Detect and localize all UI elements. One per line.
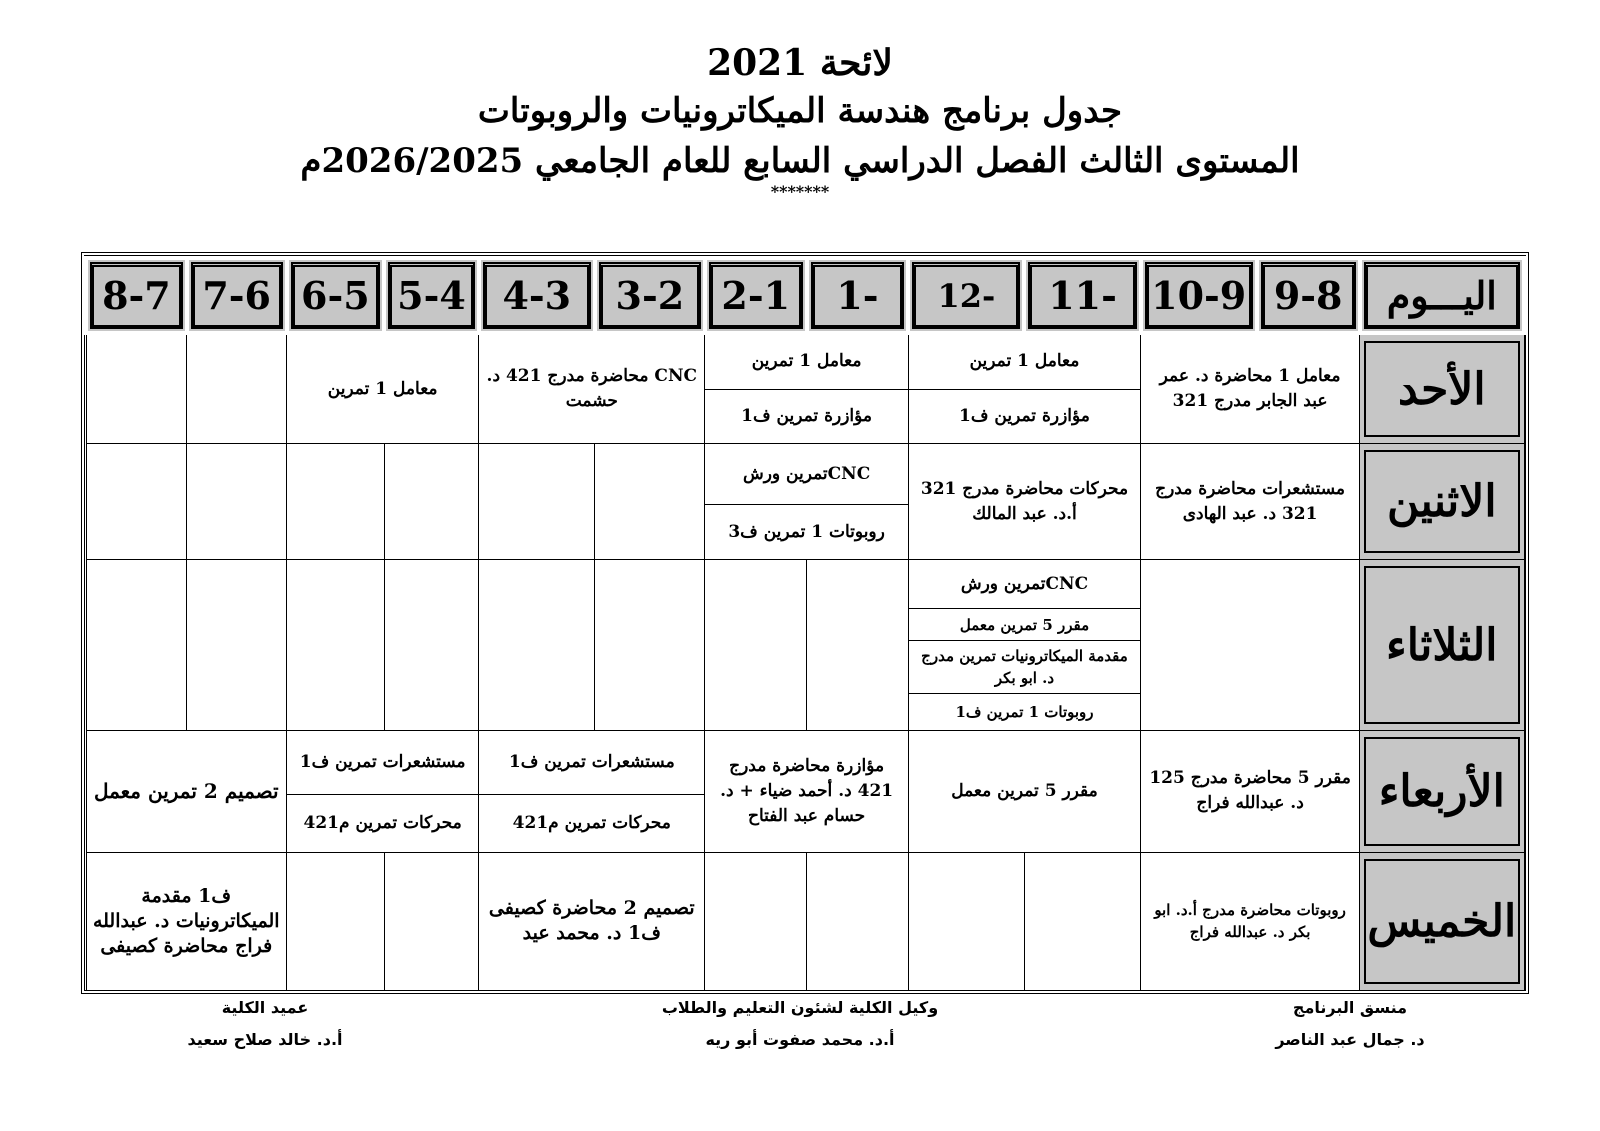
table-cell: مقرر 5 محاضرة مدرج 125 د. عبدالله فراج (1141, 730, 1360, 852)
table-cell: مقرر 5 تمرين معمل (908, 608, 1140, 641)
table-cell: روبوتات 1 تمرين ف3 (705, 505, 909, 560)
table-cell: محركات تمرين م421 (287, 794, 479, 852)
table-cell: مؤازرة تمرين ف1 (908, 389, 1140, 444)
table-cell: مقرر 5 تمرين معمل (908, 730, 1140, 852)
table-cell (595, 560, 705, 731)
header-time-1-12: 1- (807, 258, 909, 333)
table-cell: مقدمة الميكاترونيات تمرين مدرج د. ابو بكر (908, 641, 1140, 694)
table-cell: مستشعرات محاضرة مدرج 321 د. عبد الهادى (1141, 444, 1360, 560)
table-cell (187, 444, 287, 560)
table-cell: معامل 1 محاضرة د. عمر عبد الجابر مدرج 321 (1141, 333, 1360, 444)
table-cell: معامل 1 تمرين (287, 333, 479, 444)
schedule-table (84, 256, 1526, 991)
row-tuesday (86, 560, 1524, 609)
header-time-8-7: 8-7 (86, 258, 187, 333)
table-cell: معامل 1 تمرين (908, 333, 1140, 389)
coordinator-name: د. جمال عبد الناصر (1275, 1030, 1425, 1049)
table-cell: روبوتات محاضرة مدرج أ.د. ابو بكر د. عبدالله فراج (1141, 852, 1360, 990)
header-time-3-2: 3-2 (595, 258, 705, 333)
table-cell: مستشعرات تمرين ف1 (287, 730, 479, 794)
table-cell: مؤازرة تمرين ف1 (705, 389, 909, 444)
separator-stars: ******* (770, 182, 830, 201)
table-cell: معامل 1 تمرين (705, 333, 909, 389)
day-monday: الاثنين (1360, 444, 1524, 560)
vice-dean-title: وكيل الكلية لشئون التعليم والطلاب (661, 998, 939, 1017)
coordinator-title: منسق البرنامج (1292, 998, 1408, 1017)
program-title: جدول برنامج هندسة الميكاترونيات والروبوتات (477, 91, 1123, 131)
table-cell: مستشعرات تمرين ف1 (479, 730, 705, 794)
dean-title: عميد الكلية (221, 998, 309, 1017)
table-cell (384, 444, 479, 560)
table-cell (479, 560, 595, 731)
table-cell (595, 444, 705, 560)
header-time-11-10: 11- (1024, 258, 1140, 333)
table-cell: CNCتمرين ورش (908, 560, 1140, 609)
table-cell (287, 444, 385, 560)
table-cell: محركات تمرين م421 (479, 794, 705, 852)
signature-vice-dean (640, 992, 960, 1056)
level-title: المستوى الثالث الفصل الدراسي السابع للعام الجامعي 2026/2025م (300, 141, 1300, 181)
header-day: اليـــوم (1360, 258, 1524, 333)
table-cell (1141, 560, 1360, 731)
vice-dean-name: أ.د. محمد صفوت أبو ريه (705, 1030, 895, 1049)
signature-dean (105, 992, 425, 1056)
header-time-7-6: 7-6 (187, 258, 287, 333)
table-cell (384, 560, 479, 731)
day-sunday: الأحد (1360, 333, 1524, 444)
table-cell: CNC محاضرة مدرج 421 د. حشمت (479, 333, 705, 444)
table-cell (86, 560, 187, 731)
row-wednesday (86, 730, 1524, 794)
table-cell (1024, 852, 1140, 990)
header-time-12-11: 12- (908, 258, 1024, 333)
table-cell (187, 560, 287, 731)
row-monday (86, 444, 1524, 505)
day-thursday: الخميس (1360, 852, 1524, 990)
table-cell: CNCتمرين ورش (705, 444, 909, 505)
page-header (0, 40, 1600, 200)
header-time-5-4: 5-4 (384, 258, 479, 333)
table-cell (479, 444, 595, 560)
signature-coordinator (1190, 992, 1510, 1056)
table-cell: ف1 مقدمة الميكاترونيات د. عبدالله فراج محاضرة كصيفى (86, 852, 287, 990)
table-cell (86, 444, 187, 560)
table-cell (187, 333, 287, 444)
table-cell: تصميم 2 تمرين معمل (86, 730, 287, 852)
table-cell (705, 560, 807, 731)
table-cell: روبوتات 1 تمرين ف1 (908, 694, 1140, 731)
table-cell (287, 852, 385, 990)
table-cell (287, 560, 385, 731)
table-cell (86, 333, 187, 444)
row-sunday (86, 333, 1524, 389)
table-cell (384, 852, 479, 990)
table-cell (705, 852, 807, 990)
table-cell: محركات محاضرة مدرج 321 أ.د. عبد المالك (908, 444, 1140, 560)
regulation-title: لائحة 2021 (707, 42, 893, 84)
table-cell (807, 852, 909, 990)
table-cell: مؤازرة محاضرة مدرج 421 د. أحمد ضياء + د. حسام عبد الفتاح (705, 730, 909, 852)
table-cell: تصميم 2 محاضرة كصيفى ف1 د. محمد عيد (479, 852, 705, 990)
header-time-6-5: 6-5 (287, 258, 385, 333)
header-time-9-8: 9-8 (1257, 258, 1360, 333)
row-thursday (86, 852, 1524, 990)
day-wednesday: الأربعاء (1360, 730, 1524, 852)
header-time-4-3: 4-3 (479, 258, 595, 333)
header-time-10-9: 10-9 (1141, 258, 1257, 333)
table-cell (807, 560, 909, 731)
day-tuesday: الثلاثاء (1360, 560, 1524, 731)
header-time-2-1: 2-1 (705, 258, 807, 333)
table-cell (908, 852, 1024, 990)
dean-name: أ.د. خالد صلاح سعيد (187, 1030, 343, 1049)
time-header-row (86, 258, 1524, 333)
